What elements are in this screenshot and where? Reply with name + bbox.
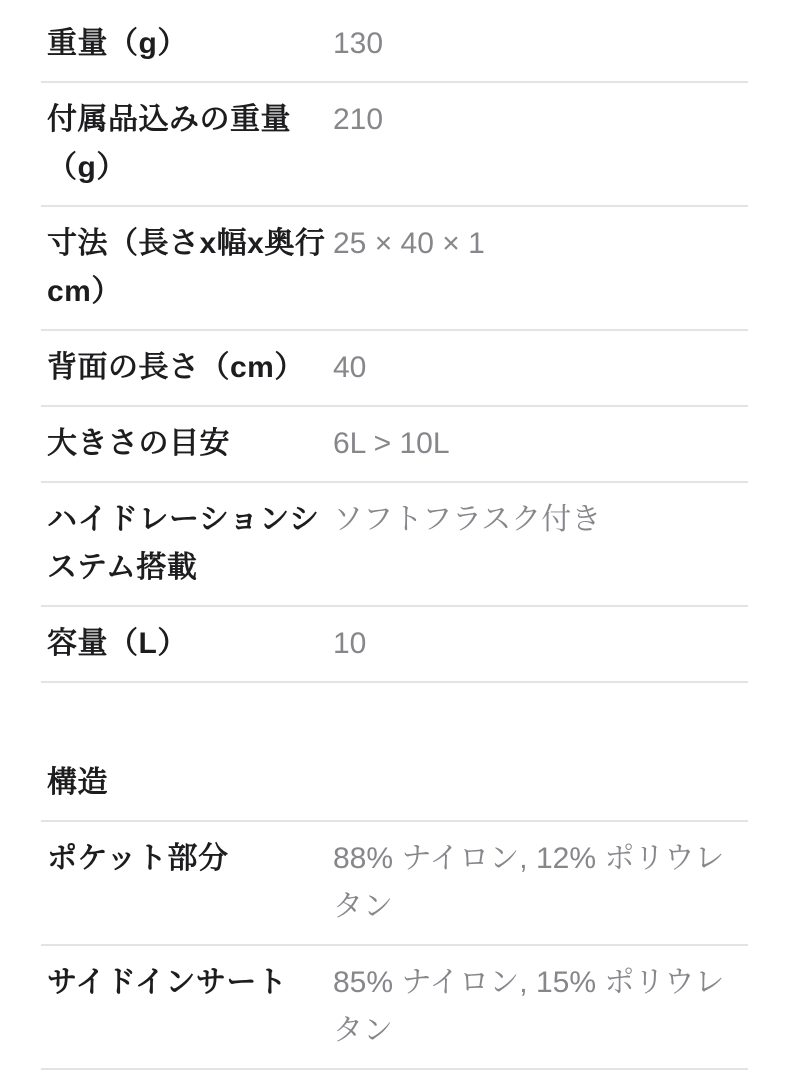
- spec-table-row: [41, 83, 748, 207]
- spec-row-label: ハイドレーションシステム搭載: [47, 503, 320, 584]
- spec-row-value: 40: [333, 351, 367, 384]
- spec-table-row: [41, 946, 748, 1070]
- spec-table-row: [41, 607, 748, 683]
- spec-row-value: 10: [333, 627, 367, 660]
- spec-row-value: 210: [333, 103, 384, 136]
- spec-row-value: 85% ナイロン, 15% ポリウレタン: [333, 966, 725, 1047]
- spec-row-label: 寸法（長さx幅x奥行 cm）: [47, 227, 326, 308]
- spec-table-row: [41, 7, 748, 83]
- spec-row-label: 大きさの目安: [47, 427, 230, 460]
- spec-row-value: 88% ナイロン, 12% ポリウレタン: [333, 842, 725, 923]
- spec-row-label: サイドインサート: [47, 966, 288, 999]
- spec-row-label: 容量（L）: [47, 627, 188, 660]
- spec-row-label: 背面の長さ（cm）: [47, 351, 305, 384]
- spec-table-row: [41, 331, 748, 407]
- spec-table-row: [41, 483, 748, 607]
- spec-row-label: 付属品込みの重量（g）: [47, 103, 291, 184]
- spec-row-label: ポケット部分: [47, 842, 229, 875]
- section-heading-construction: 構造: [41, 683, 748, 822]
- spec-table-construction: [41, 822, 748, 1070]
- spec-row-value: 130: [333, 27, 384, 60]
- spec-row-value: ソフトフラスク付き: [333, 503, 602, 536]
- spec-row-value: 6L > 10L: [333, 427, 450, 460]
- spec-table-row: [41, 822, 748, 946]
- spec-table-row: [41, 207, 748, 331]
- spec-row-label: 重量（g）: [47, 27, 188, 60]
- spec-row-value: 25 × 40 × 1: [333, 227, 485, 260]
- spec-table-row: [41, 407, 748, 483]
- spec-table-dimensions: [41, 7, 748, 683]
